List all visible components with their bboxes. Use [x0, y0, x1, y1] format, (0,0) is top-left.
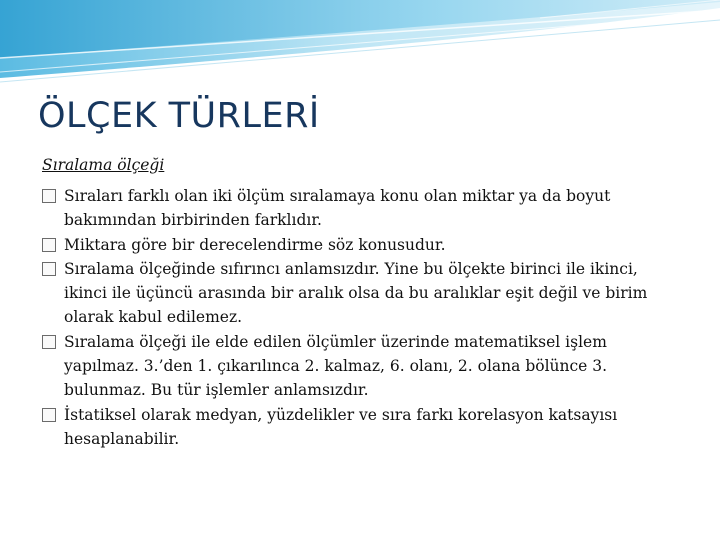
slide-title: ÖLÇEK TÜRLERİ: [38, 96, 320, 136]
bullet-box-icon: [42, 238, 56, 252]
bullet-box-icon: [42, 262, 56, 276]
section-subheading: Sıralama ölçeği: [42, 156, 165, 174]
bullet-text: Sıralama ölçeğinde sıfırıncı anlamsızdır. Yine bu ölçekte birinci ile ikinci, ikinci ile üçüncü arasında bir aralık olsa da bu aralıklar eşit değil ve birim olarak kabul edilemez.: [64, 259, 648, 327]
bullet-item: [42, 257, 682, 330]
bullet-box-icon: [42, 189, 56, 203]
bullet-item: [42, 403, 682, 452]
bullet-box-icon: [42, 335, 56, 349]
bullet-item: [42, 233, 682, 257]
bullet-text: Sıralama ölçeği ile elde edilen ölçümler üzerinde matematiksel işlem yapılmaz. 3.’den 1. çıkarılınca 2. kalmaz, 6. olanı, 2. olana bölünce 3. bulunmaz. Bu tür işlemler anlamsızdır.: [64, 332, 608, 400]
header-wave-banner: [0, 0, 720, 90]
bullet-box-icon: [42, 408, 56, 422]
bullet-item: [42, 184, 682, 233]
bullet-item: [42, 330, 682, 403]
bullet-text: Miktara göre bir derecelendirme söz konusudur.: [64, 235, 446, 254]
bullet-text: Sıraları farklı olan iki ölçüm sıralamaya konu olan miktar ya da boyut bakımından birbirinden farklıdır.: [64, 187, 611, 230]
bullet-text: İstatiksel olarak medyan, yüzdelikler ve sıra farkı korelasyon katsayısı hesaplanabilir.: [64, 405, 618, 448]
bullet-list: [42, 184, 682, 451]
